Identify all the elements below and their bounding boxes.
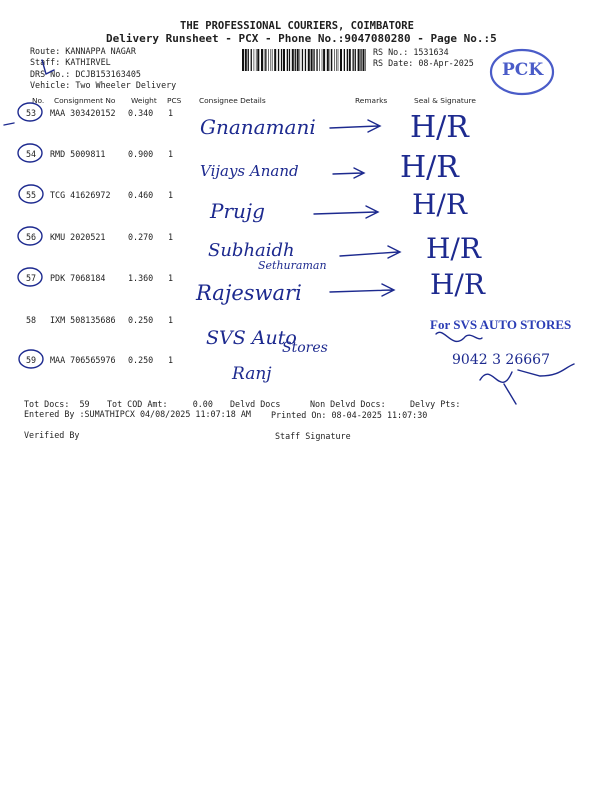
handwritten-name: Prujg <box>210 199 265 223</box>
col-consignment: Consignment No <box>54 96 116 105</box>
consignment-number: PDK 7068184 <box>50 273 106 283</box>
consignment-number: MAA 706565976 <box>50 355 116 365</box>
handwritten-name: Stores <box>282 340 328 356</box>
vehicle-label: Vehicle: Two Wheeler Delivery <box>30 80 177 90</box>
handwritten-hr-mark: H/R <box>410 110 469 145</box>
handwritten-name: Subhaidh <box>208 240 295 261</box>
handwritten-phone: 9042 3 26667 <box>452 352 550 368</box>
consignment-number: RMD 5009811 <box>50 149 106 159</box>
delivered-docs: Delvd Docs <box>230 399 281 409</box>
row-number: 55 <box>26 190 37 200</box>
barcode <box>242 49 367 71</box>
store-stamp: For SVS AUTO STORES <box>430 317 572 332</box>
pcs-value: 1 <box>168 149 174 159</box>
pcs-value: 1 <box>168 190 174 200</box>
row-number: 54 <box>26 149 37 159</box>
staff-label: Staff: KATHIRVEL <box>30 57 111 67</box>
handwritten-name: Ranj <box>232 364 272 384</box>
drs-label: DRS No.: DCJB153163405 <box>30 69 141 79</box>
total-cod-amount: Tot COD Amt: 0.00 <box>107 399 213 409</box>
weight-value: 0.250 <box>128 315 154 325</box>
handwritten-name: Gnanamani <box>200 115 316 139</box>
row-number: 59 <box>26 355 37 365</box>
handwritten-hr-mark: H/R <box>430 268 485 301</box>
col-remarks: Remarks <box>355 96 388 105</box>
consignment-number: TCG 41626972 <box>50 190 111 200</box>
col-consignee: Consignee Details <box>199 96 266 105</box>
pck-stamp-initials: PCK <box>502 60 544 80</box>
col-no: No. <box>32 96 45 105</box>
row-number: 57 <box>26 273 37 283</box>
rs-date: RS Date: 08-Apr-2025 <box>373 58 474 68</box>
rs-number: RS No.: 1531634 <box>373 47 449 57</box>
total-docs: Tot Docs: 59 <box>24 399 90 409</box>
handwritten-hr-mark: H/R <box>426 232 481 265</box>
row-number: 56 <box>26 232 37 242</box>
weight-value: 1.360 <box>128 273 154 283</box>
verified-by-label: Verified By <box>24 430 80 440</box>
row-number: 53 <box>26 108 37 118</box>
weight-value: 0.270 <box>128 232 154 242</box>
col-pcs: PCS <box>167 96 182 105</box>
company-title: THE PROFESSIONAL COURIERS, COIMBATORE <box>180 20 414 32</box>
weight-value: 0.250 <box>128 355 154 365</box>
handwritten-name: Vijays Anand <box>200 162 299 180</box>
pcs-value: 1 <box>168 108 174 118</box>
consignment-number: MAA 303420152 <box>50 108 116 118</box>
printed-on: Printed On: 08-04-2025 11:07:30 <box>271 410 428 420</box>
handwritten-name: Sethuraman <box>258 259 327 272</box>
pcs-value: 1 <box>168 315 174 325</box>
delivery-points: Delvy Pts: <box>410 399 461 409</box>
weight-value: 0.460 <box>128 190 154 200</box>
pcs-value: 1 <box>168 273 174 283</box>
handwritten-name: Rajeswari <box>196 281 302 305</box>
pcs-value: 1 <box>168 355 174 365</box>
runsheet-title: Delivery Runsheet - PCX - Phone No.:9047080280 - Page No.:5 <box>106 32 497 45</box>
weight-value: 0.900 <box>128 149 154 159</box>
handwritten-hr-mark: H/R <box>400 150 459 185</box>
row-number: 58 <box>26 315 37 325</box>
handwritten-hr-mark: H/R <box>412 188 467 221</box>
non-delivered-docs: Non Delvd Docs: <box>310 399 386 409</box>
col-weight: Weight <box>131 96 157 105</box>
staff-signature-label: Staff Signature <box>275 431 351 441</box>
consignment-number: KMU 2020521 <box>50 232 106 242</box>
pcs-value: 1 <box>168 232 174 242</box>
consignment-number: IXM 508135686 <box>50 315 116 325</box>
weight-value: 0.340 <box>128 108 154 118</box>
col-seal-signature: Seal & Signature <box>414 96 476 105</box>
route-label: Route: KANNAPPA NAGAR <box>30 46 136 56</box>
entered-by: Entered By :SUMATHIPCX 04/08/2025 11:07:18 AM <box>24 409 251 419</box>
handwritten-name: SVS Auto <box>206 327 297 349</box>
